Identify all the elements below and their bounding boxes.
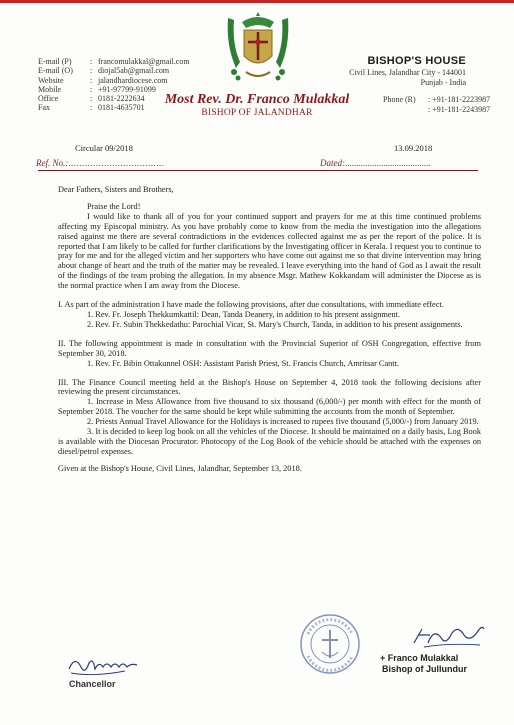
praise-line: Praise the Lord! (87, 201, 141, 211)
circular-date: 13.09.2018 (394, 143, 433, 153)
section-3-item: 3. It is decided to keep log book on all the vehicles of the Diocese. It should be maintained on a daily basis, Log Book is available with the Diocesan Procurator. Photocopy of the Log Book of the vehicle should be attached with the expenses on diesel/petrol expenses. (58, 427, 481, 456)
section-1-heading: I. As part of the administration I have made the following provisions, after due consultations, with immediate effect. (58, 300, 444, 310)
given-at-line: Given at the Bishop's House, Civil Lines, Jalandhar, September 13, 2018. (58, 463, 302, 473)
section-2-heading: II. The following appointment is made in consultation with the Provincial Superior of OSH Congregation, effective from September 30, 2018. (58, 338, 481, 358)
section-1-item: 2. Rev. Fr. Subin Thekkedathu: Parochial Vicar, St. Mary's Church, Tanda, in addition to his present assignments. (87, 319, 463, 329)
letterhead-divider (38, 170, 478, 171)
contact-row-fax: Fax : 0181-4635701 (38, 103, 145, 113)
contact-row-email-personal: E-mail (P) : francomulakkal@gmail.com (38, 57, 190, 66)
contact-row-mobile: Mobile : +91-97799-91099 (38, 84, 156, 94)
contact-row-email-office: E-mail (O) : diojal5ab@gmail.com (38, 66, 170, 76)
phone-row-2: : +91-181-2243987 (428, 104, 491, 114)
bishop-signature-title: Bishop of Jullundur (382, 664, 467, 674)
section-1-item: 1. Rev. Fr. Joseph Thekkumkattil: Dean, Tanda Deanery, in addition to his present assignment. (87, 309, 401, 319)
section-3-heading: III. The Finance Council meeting held at the Bishop's House on September 4, 2018 took the following decisions after reviewing the present circumstances. (58, 377, 481, 397)
dated-field: Dated:...................................... (320, 158, 431, 168)
section-3-item: 2. Priests Annual Travel Allowance for the Holidays is increased to rupees five thousand (5,000/-) from January 2019. (87, 417, 479, 427)
address-line-1: Civil Lines, Jalandhar City - 144001 (349, 68, 466, 78)
reference-number-field: Ref. No.:................................... (36, 158, 165, 168)
episcopal-crest-icon (220, 10, 296, 88)
salutation: Dear Fathers, Sisters and Brothers, (58, 185, 174, 194)
contact-row-website: Website : jalandhardiocese.com (38, 75, 168, 85)
chancellor-signature (65, 651, 145, 679)
address-line-2: Punjab - India (420, 77, 466, 87)
section-3-item: 1. Increase in Mess Allowance from five thousand to six thousand (6,000/-) per month with effect for the month of September 2018. The voucher for the same should be kept while submitting the accounts from the month of September. (58, 397, 481, 417)
bishop-signature (408, 621, 488, 651)
top-red-border (0, 0, 514, 3)
section-2-item: 1. Rev. Fr. Bibin Ottakunnel OSH: Assistant Parish Priest, St. Francis Church, Amritsar Cantt. (87, 358, 399, 368)
bishops-house-address (349, 57, 466, 87)
bishop-signature-name: + Franco Mulakkal (380, 653, 459, 663)
official-seal-stamp (298, 612, 362, 676)
house-title: BISHOP'S HOUSE (367, 55, 466, 67)
contact-row-office: Office : 0181-2222634 (38, 94, 145, 104)
chancellor-title: Chancellor (69, 679, 116, 689)
letter-body (58, 185, 481, 474)
phone-row-1: Phone (R) : +91-181-2223987 (383, 95, 491, 104)
bishop-title: BISHOP OF JALANDHAR (201, 108, 313, 118)
bishop-name: Most Rev. Dr. Franco Mulakkal (164, 92, 350, 107)
intro-paragraph: I would like to thank all of you for your continued support and prayers for me at this time continued problems affecting my Episcopal ministry. As you have probably come to know from the media the investigation into the allegations raised against me there are several contradictions in the evidences collected against me as per the report of the police. It is reported that I am likely to be called for further clarifications by the Investigating officer in Kerala. I request you to continue to pray for me and for the alleged victim and her supporters who have come out against me so that divine intervention may bring about change of heart and the truth of the matter may be revealed. I leave everything into the hand of God as I await the result of the findings of the team probing the allegation. In my absence Msgr. Mathew Kokkandam will administer the Diocese as is the normal practice when I am away from the Diocese. (58, 211, 481, 291)
circular-number: Circular 09/2018 (75, 143, 133, 153)
